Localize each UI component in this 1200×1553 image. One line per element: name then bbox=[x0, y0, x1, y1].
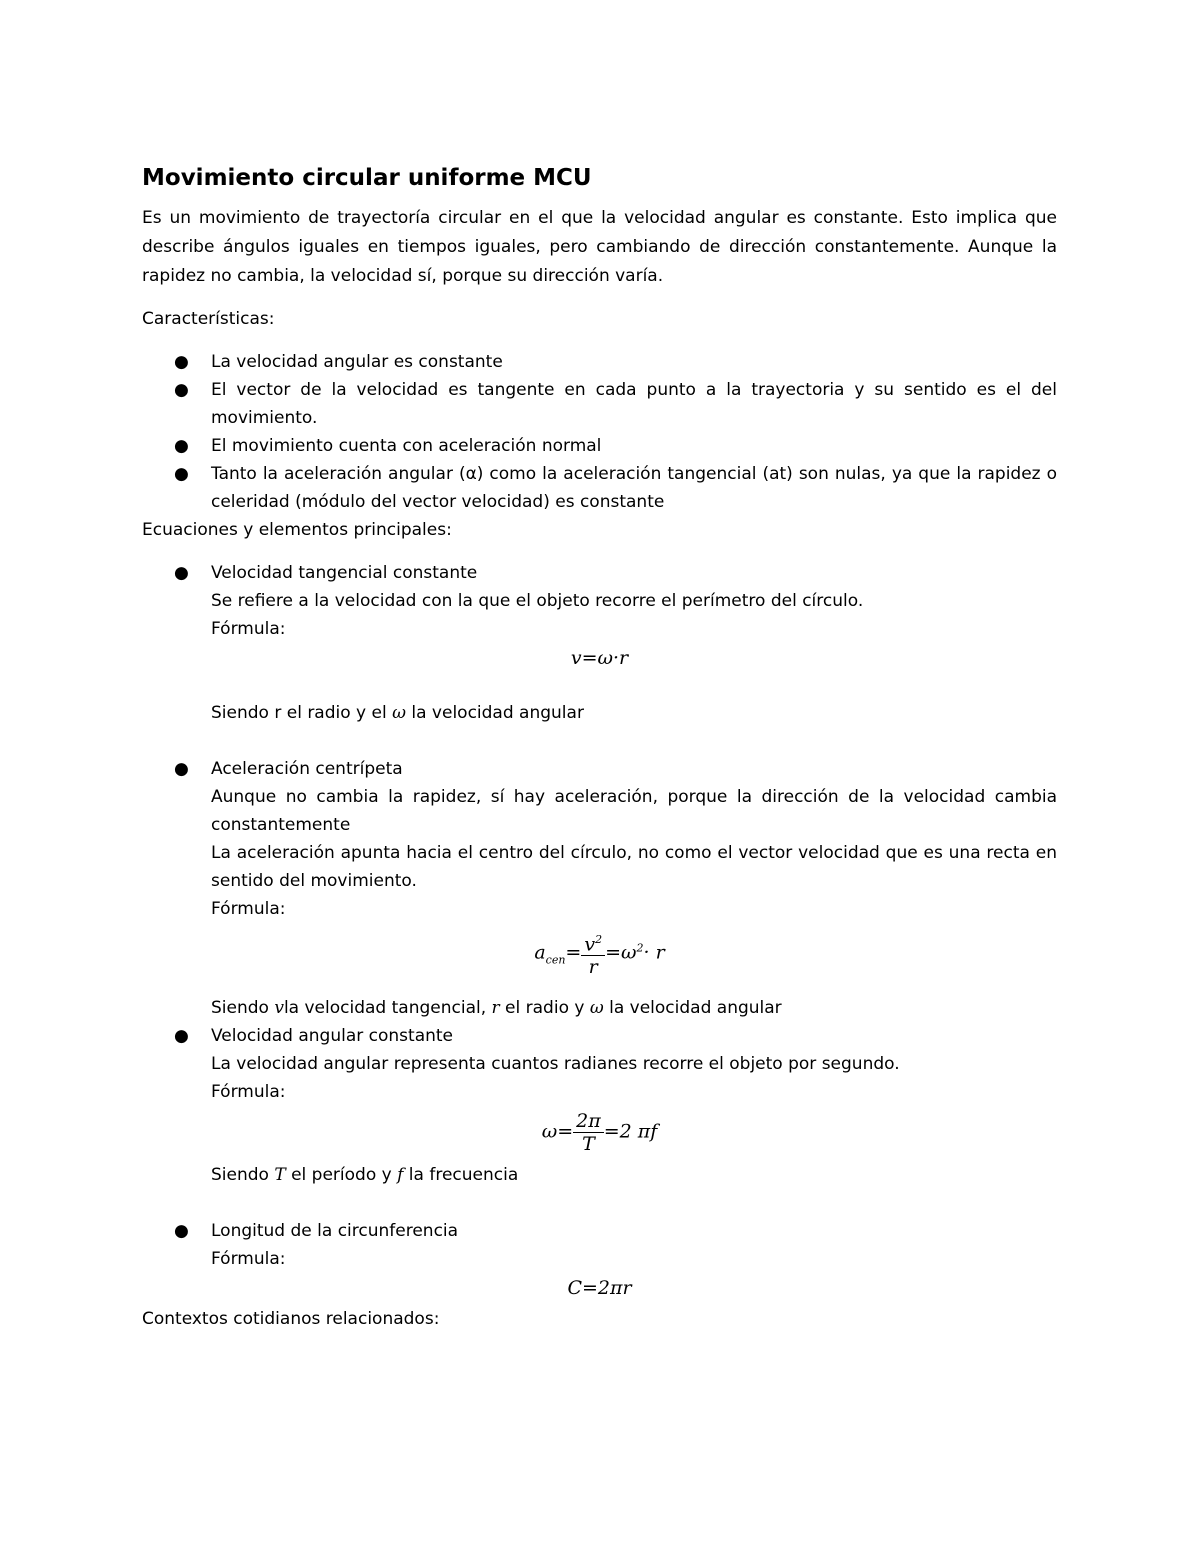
bullet-icon: ● bbox=[174, 759, 189, 779]
document-title: Movimiento circular uniforme MCU bbox=[142, 165, 592, 191]
list-item-angular-velocity bbox=[142, 1022, 1057, 1217]
bullet-icon: ● bbox=[174, 380, 189, 400]
bullet-icon: ● bbox=[174, 352, 189, 372]
item-title: Aceleración centrípeta bbox=[211, 759, 403, 779]
equations-list bbox=[142, 559, 1057, 1303]
equations-label: Ecuaciones y elementos principales: bbox=[142, 520, 452, 540]
formula-circumference: C=2πr bbox=[567, 1277, 632, 1300]
item-description: Aunque no cambia la rapidez, sí hay aceleración, porque la dirección de la velocidad cambia constantemente bbox=[211, 787, 1057, 835]
bullet-icon: ● bbox=[174, 563, 189, 583]
item-title: Velocidad tangencial constante bbox=[211, 563, 478, 583]
formula-label: Fórmula: bbox=[211, 619, 286, 639]
list-item: ● La velocidad angular es constante bbox=[142, 348, 1057, 376]
formula-angular-velocity: ω= $\frac{2\pi}{T}$ =2 πf bbox=[541, 1110, 658, 1156]
list-item-circumference bbox=[142, 1217, 1057, 1303]
document-page bbox=[142, 160, 1057, 1334]
bullet-icon: ● bbox=[174, 1026, 189, 1047]
contexts-label: Contextos cotidianos relacionados: bbox=[142, 1309, 440, 1330]
item-title: Velocidad angular constante bbox=[211, 1026, 454, 1047]
item-description: La aceleración apunta hacia el centro del círculo, no como el vector velocidad que es una recta en sentido del movimiento. bbox=[211, 843, 1057, 891]
formula-tangential-velocity: v=ω·r bbox=[570, 647, 629, 669]
bullet-icon: ● bbox=[174, 464, 189, 484]
formula-centripetal-acceleration: $a_{cen}=$ $\frac{v^2}{r}$ $=\omega^2\cdot r$ bbox=[142, 929, 1057, 978]
list-item: ● El vector de la velocidad es tangente en cada punto a la trayectoria y su sentido es el del movimiento. bbox=[142, 376, 1057, 432]
formula-label: Fórmula: bbox=[211, 1249, 286, 1270]
formula-note: Siendo vla velocidad tangencial, r el radio y ω la velocidad angular bbox=[211, 998, 782, 1019]
formula-note: Siendo r el radio y el ω la velocidad angular bbox=[211, 703, 584, 723]
intro-paragraph: Es un movimiento de trayectoría circular en el que la velocidad angular es constante. Esto implica que describe ángulos iguales en tiempos iguales, pero cambiando de dirección constantemente. Aunque la rapidez no cambia, la velocidad sí, porque su dirección varía. bbox=[142, 208, 1057, 286]
item-title: Longitud de la circunferencia bbox=[211, 1221, 459, 1242]
formula-label: Fórmula: bbox=[211, 1082, 286, 1103]
formula-note: Siendo T el período y f la frecuencia bbox=[211, 1165, 519, 1186]
item-description: La velocidad angular representa cuantos radianes recorre el objeto por segundo. bbox=[211, 1054, 900, 1075]
bullet-icon: ● bbox=[174, 1221, 189, 1242]
list-item-centripetal-acceleration bbox=[142, 755, 1057, 1022]
characteristics-list bbox=[142, 348, 1057, 516]
item-description: Se refiere a la velocidad con la que el objeto recorre el perímetro del círculo. bbox=[211, 591, 864, 611]
bullet-icon: ● bbox=[174, 436, 189, 456]
list-item: ● Tanto la aceleración angular (α) como la aceleración tangencial (at) son nulas, ya que la rapidez o celeridad (módulo del vector velocidad) es constante bbox=[142, 460, 1057, 516]
formula-label: Fórmula: bbox=[211, 899, 286, 919]
list-item: ● El movimiento cuenta con aceleración normal bbox=[142, 432, 1057, 460]
characteristics-label: Características: bbox=[142, 309, 275, 329]
list-item-tangential-velocity bbox=[142, 559, 1057, 755]
